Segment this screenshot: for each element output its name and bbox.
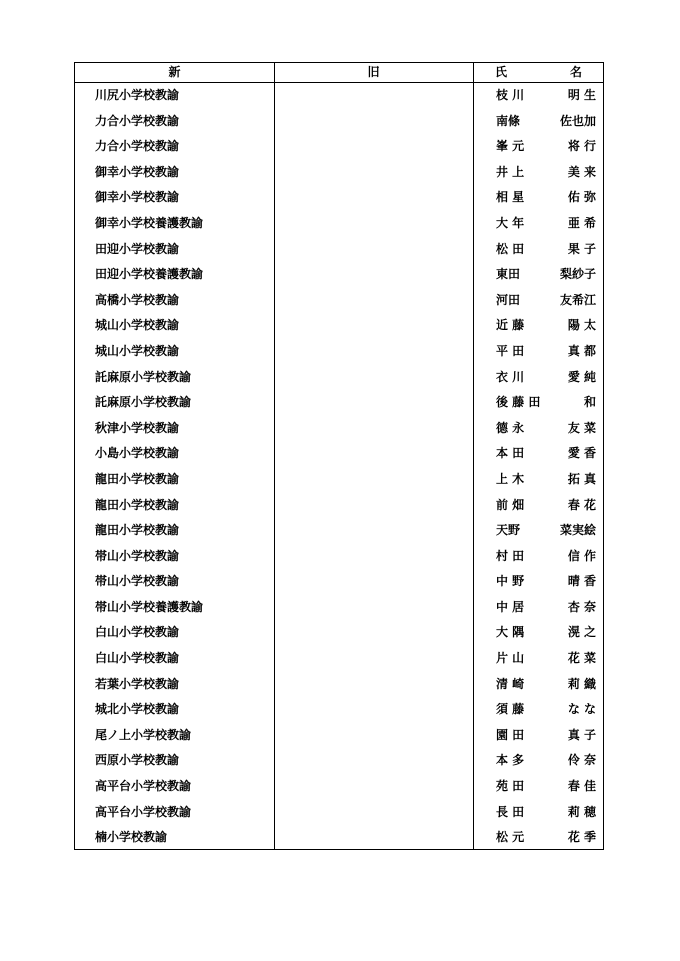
given-name: 拓 真 bbox=[567, 471, 596, 486]
table-row bbox=[75, 800, 603, 826]
surname: 中 居 bbox=[496, 599, 525, 614]
new-position-cell: 白山小学校教諭 bbox=[95, 625, 180, 640]
surname: 天野 bbox=[496, 523, 521, 538]
name-cell bbox=[496, 109, 596, 135]
surname: 相 星 bbox=[496, 190, 525, 205]
name-cell bbox=[496, 416, 596, 442]
given-name: 春 佳 bbox=[567, 779, 596, 794]
table-row bbox=[75, 211, 603, 237]
personnel-table bbox=[74, 62, 604, 850]
surname: 峯 元 bbox=[496, 139, 525, 154]
surname: 本 田 bbox=[496, 446, 525, 461]
table-row bbox=[75, 569, 603, 595]
table-row bbox=[75, 339, 603, 365]
name-cell bbox=[496, 160, 596, 186]
given-name: 友希江 bbox=[559, 292, 596, 307]
new-position-cell: 秋津小学校教諭 bbox=[95, 420, 180, 435]
header-old: 旧 bbox=[367, 65, 380, 79]
surname: 衣 川 bbox=[496, 369, 525, 384]
name-cell bbox=[496, 365, 596, 391]
surname: 園 田 bbox=[496, 727, 525, 742]
table-row bbox=[75, 467, 603, 493]
surname: 本 多 bbox=[496, 753, 525, 768]
new-position-cell: 帯山小学校教諭 bbox=[95, 574, 180, 589]
name-cell bbox=[496, 620, 596, 646]
new-position-cell: 御幸小学校教諭 bbox=[95, 164, 180, 179]
new-position-cell: 高平台小学校教諭 bbox=[95, 804, 192, 819]
new-position-cell: 小島小学校教諭 bbox=[95, 446, 180, 461]
given-name: 愛 香 bbox=[567, 446, 596, 461]
name-cell bbox=[496, 339, 596, 365]
surname: 長 田 bbox=[496, 804, 525, 819]
new-position-cell: 龍田小学校教諭 bbox=[95, 471, 180, 486]
new-position-cell: 田迎小学校養護教諭 bbox=[95, 267, 204, 282]
name-cell bbox=[496, 288, 596, 314]
given-name: 花 菜 bbox=[567, 651, 596, 666]
table-row bbox=[75, 672, 603, 698]
surname: 前 畑 bbox=[496, 497, 525, 512]
new-position-cell: 帯山小学校教諭 bbox=[95, 548, 180, 563]
table-row bbox=[75, 774, 603, 800]
new-position-cell: 力合小学校教諭 bbox=[95, 113, 180, 128]
surname: 松 田 bbox=[496, 241, 525, 256]
given-name: 将 行 bbox=[567, 139, 596, 154]
name-cell bbox=[496, 83, 596, 109]
given-name: 陽 太 bbox=[567, 318, 596, 333]
surname: 大 年 bbox=[496, 215, 525, 230]
surname: 苑 田 bbox=[496, 779, 525, 794]
table-row bbox=[75, 237, 603, 263]
new-position-cell: 御幸小学校教諭 bbox=[95, 190, 180, 205]
new-position-cell: 御幸小学校養護教諭 bbox=[95, 215, 204, 230]
table-row bbox=[75, 544, 603, 570]
new-position-cell: 若葉小学校教諭 bbox=[95, 676, 180, 691]
given-name: 晴 香 bbox=[567, 574, 596, 589]
given-name: 花 季 bbox=[567, 830, 596, 845]
table-body bbox=[75, 83, 603, 851]
given-name: 美 来 bbox=[567, 164, 596, 179]
given-name: 信 作 bbox=[567, 548, 596, 563]
given-name: 友 菜 bbox=[567, 420, 596, 435]
header-new: 新 bbox=[168, 65, 181, 79]
surname: 南條 bbox=[496, 113, 521, 128]
table-row bbox=[75, 441, 603, 467]
table-row bbox=[75, 416, 603, 442]
new-position-cell: 力合小学校教諭 bbox=[95, 139, 180, 154]
given-name: 滉 之 bbox=[567, 625, 596, 640]
new-position-cell: 白山小学校教諭 bbox=[95, 651, 180, 666]
name-cell bbox=[496, 211, 596, 237]
name-cell bbox=[496, 825, 596, 851]
given-name: 和 bbox=[583, 395, 596, 410]
new-position-cell: 託麻原小学校教諭 bbox=[95, 369, 192, 384]
table-row bbox=[75, 595, 603, 621]
table-row bbox=[75, 185, 603, 211]
name-cell bbox=[496, 237, 596, 263]
name-cell bbox=[496, 518, 596, 544]
header-name-first-char: 氏 bbox=[495, 65, 508, 79]
surname: 片 山 bbox=[496, 651, 525, 666]
name-cell bbox=[496, 134, 596, 160]
surname: 德 永 bbox=[496, 420, 525, 435]
table-row bbox=[75, 748, 603, 774]
name-cell bbox=[496, 441, 596, 467]
given-name: 菜実絵 bbox=[559, 523, 596, 538]
name-cell bbox=[496, 774, 596, 800]
given-name: 真 子 bbox=[567, 727, 596, 742]
surname: 近 藤 bbox=[496, 318, 525, 333]
new-position-cell: 城北小学校教諭 bbox=[95, 702, 180, 717]
new-position-cell: 城山小学校教諭 bbox=[95, 343, 180, 358]
given-name: 春 花 bbox=[567, 497, 596, 512]
name-cell bbox=[496, 646, 596, 672]
surname: 大 隅 bbox=[496, 625, 525, 640]
name-cell bbox=[496, 569, 596, 595]
name-cell bbox=[496, 748, 596, 774]
table-row bbox=[75, 620, 603, 646]
given-name: 果 子 bbox=[567, 241, 596, 256]
given-name: 梨紗子 bbox=[559, 267, 596, 282]
name-cell bbox=[496, 262, 596, 288]
given-name: 愛 純 bbox=[567, 369, 596, 384]
table-row bbox=[75, 723, 603, 749]
given-name: 亜 希 bbox=[567, 215, 596, 230]
given-name: 佑 弥 bbox=[567, 190, 596, 205]
name-cell bbox=[496, 390, 596, 416]
name-cell bbox=[496, 595, 596, 621]
new-position-cell: 川尻小学校教諭 bbox=[95, 88, 180, 102]
new-position-cell: 城山小学校教諭 bbox=[95, 318, 180, 333]
surname: 中 野 bbox=[496, 574, 525, 589]
new-position-cell: 尾ノ上小学校教諭 bbox=[95, 727, 192, 742]
given-name: 佐也加 bbox=[559, 113, 596, 128]
surname: 東田 bbox=[496, 267, 521, 282]
table-row bbox=[75, 825, 603, 851]
name-cell bbox=[496, 313, 596, 339]
surname: 平 田 bbox=[496, 343, 525, 358]
table-header bbox=[75, 63, 603, 83]
name-cell bbox=[496, 800, 596, 826]
given-name: 伶 奈 bbox=[567, 753, 596, 768]
table-row bbox=[75, 518, 603, 544]
header-name-second-char: 名 bbox=[570, 65, 583, 79]
surname: 河田 bbox=[496, 292, 521, 307]
name-cell bbox=[496, 672, 596, 698]
table-row bbox=[75, 83, 603, 109]
surname: 清 崎 bbox=[496, 676, 525, 691]
given-name: 真 都 bbox=[567, 343, 596, 358]
surname: 上 木 bbox=[496, 471, 525, 486]
new-position-cell: 楠小学校教諭 bbox=[95, 830, 168, 845]
table-row bbox=[75, 493, 603, 519]
surname: 枝 川 bbox=[496, 88, 525, 102]
given-name: 莉 穂 bbox=[567, 804, 596, 819]
table-row bbox=[75, 262, 603, 288]
table-row bbox=[75, 365, 603, 391]
name-cell bbox=[496, 493, 596, 519]
given-name: な な bbox=[567, 702, 596, 717]
table-row bbox=[75, 109, 603, 135]
surname: 須 藤 bbox=[496, 702, 525, 717]
given-name: 杏 奈 bbox=[567, 599, 596, 614]
name-cell bbox=[496, 544, 596, 570]
table-row bbox=[75, 390, 603, 416]
surname: 村 田 bbox=[496, 548, 525, 563]
new-position-cell: 高橋小学校教諭 bbox=[95, 292, 180, 307]
table-row bbox=[75, 697, 603, 723]
surname: 井 上 bbox=[496, 164, 525, 179]
surname: 松 元 bbox=[496, 830, 525, 845]
table-row bbox=[75, 160, 603, 186]
table-row bbox=[75, 313, 603, 339]
new-position-cell: 田迎小学校教諭 bbox=[95, 241, 180, 256]
new-position-cell: 高平台小学校教諭 bbox=[95, 779, 192, 794]
header-name bbox=[473, 63, 603, 82]
table-row bbox=[75, 134, 603, 160]
new-position-cell: 西原小学校教諭 bbox=[95, 753, 180, 768]
surname: 後 藤 田 bbox=[496, 395, 541, 410]
table-row bbox=[75, 288, 603, 314]
new-position-cell: 龍田小学校教諭 bbox=[95, 497, 180, 512]
name-cell bbox=[496, 185, 596, 211]
name-cell bbox=[496, 697, 596, 723]
new-position-cell: 龍田小学校教諭 bbox=[95, 523, 180, 538]
name-cell bbox=[496, 467, 596, 493]
given-name: 明 生 bbox=[567, 88, 596, 102]
name-cell bbox=[496, 723, 596, 749]
given-name: 莉 織 bbox=[567, 676, 596, 691]
new-position-cell: 託麻原小学校教諭 bbox=[95, 395, 192, 410]
new-position-cell: 帯山小学校養護教諭 bbox=[95, 599, 204, 614]
table-row bbox=[75, 646, 603, 672]
